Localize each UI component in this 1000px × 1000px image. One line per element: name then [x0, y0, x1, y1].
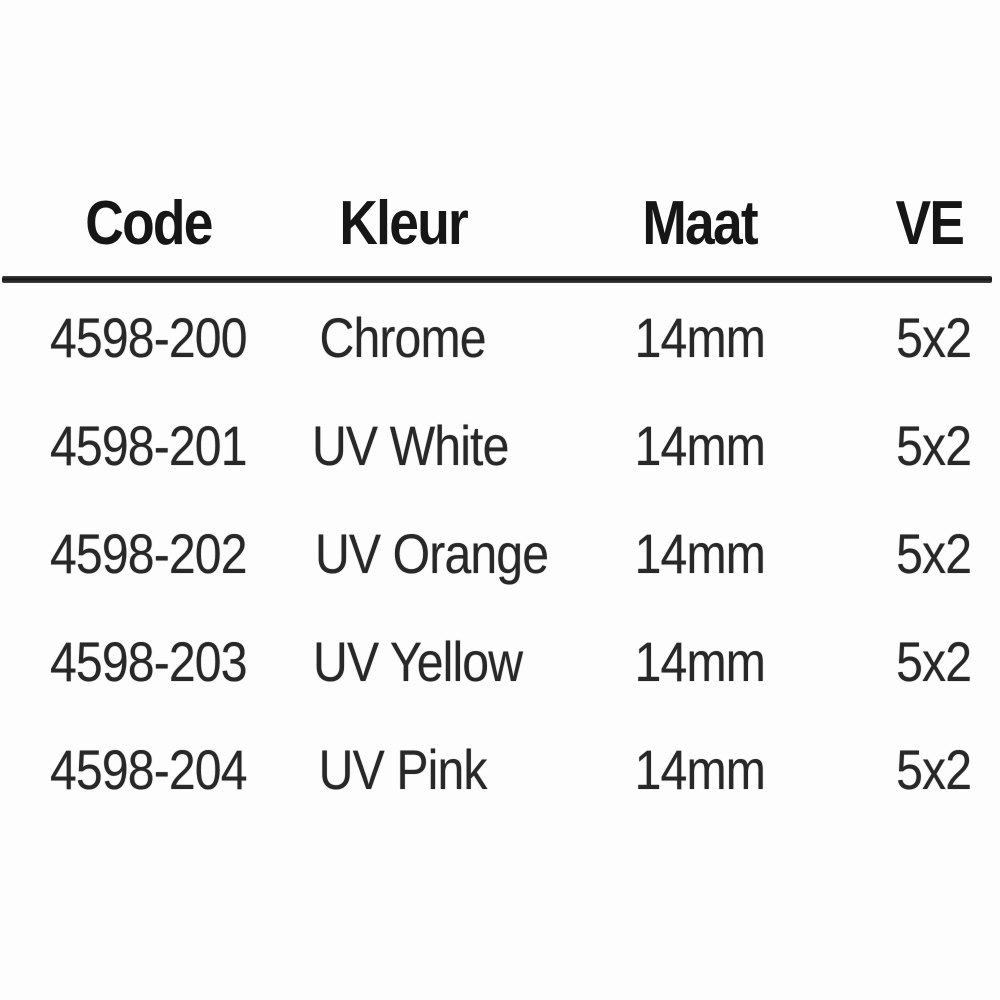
cell-kleur: UV White: [311, 414, 509, 477]
column-header-kleur: Kleur: [339, 189, 467, 258]
cell-maat: 14mm: [634, 738, 766, 801]
table-header-row: [0, 189, 1000, 258]
header-divider-rule: [2, 276, 992, 283]
cell-ve: 5x2: [896, 738, 972, 801]
cell-code: 4598-204: [49, 738, 247, 801]
cell-maat: 14mm: [634, 414, 766, 477]
column-header-ve: VE: [895, 189, 964, 258]
cell-code: 4598-201: [49, 414, 247, 477]
cell-kleur: UV Yellow: [313, 630, 523, 693]
table-row: [0, 716, 1000, 824]
cell-kleur: UV Orange: [314, 522, 549, 585]
cell-ve: 5x2: [896, 522, 972, 585]
cell-kleur: Chrome: [319, 306, 487, 369]
table-row: [0, 284, 1000, 392]
cell-maat: 14mm: [634, 306, 766, 369]
cell-maat: 14mm: [634, 630, 766, 693]
table-row: [0, 608, 1000, 716]
cell-ve: 5x2: [896, 306, 972, 369]
cell-maat: 14mm: [634, 522, 766, 585]
column-header-code: Code: [84, 189, 212, 258]
table-row: [0, 500, 1000, 608]
table-body: [0, 284, 1000, 824]
cell-code: 4598-200: [49, 306, 247, 369]
cell-code: 4598-202: [49, 522, 247, 585]
cell-kleur: UV Pink: [319, 738, 487, 801]
column-header-maat: Maat: [642, 189, 758, 258]
table-row: [0, 392, 1000, 500]
cell-ve: 5x2: [896, 630, 972, 693]
cell-ve: 5x2: [896, 414, 972, 477]
cell-code: 4598-203: [49, 630, 247, 693]
